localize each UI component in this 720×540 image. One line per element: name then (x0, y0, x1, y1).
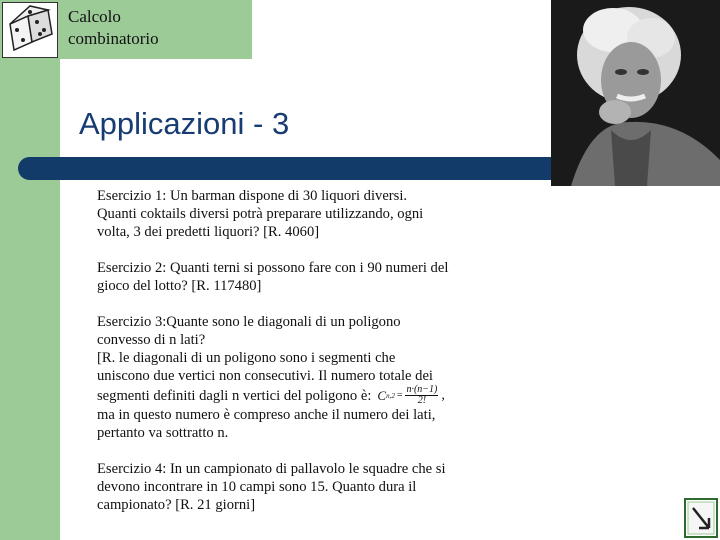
exercise-3-line: convesso di n lati? (97, 332, 206, 348)
exercise-3 (97, 313, 497, 442)
exercise-3-line: ma in questo numero è compreso anche il numero dei lati, (97, 407, 436, 423)
slide-title: Applicazioni - 3 (79, 106, 290, 141)
header-title-line1: Calcolo (68, 7, 121, 26)
exercise-1 (97, 187, 497, 241)
exercise-4 (97, 460, 497, 514)
left-band (0, 0, 60, 540)
exercise-4-line: devono incontrare in 10 campi sono 15. Quanto dura il (97, 479, 417, 495)
exercise-3-line: pertanto va sottratto n. (97, 425, 229, 441)
header-title-line2: combinatorio (68, 29, 159, 48)
return-arrow-icon[interactable] (684, 498, 718, 538)
exercise-3-line: Esercizio 3:Quante sono le diagonali di un poligono (97, 314, 401, 330)
title-bar (18, 157, 552, 180)
exercise-1-line: volta, 3 dei predetti liquori? [R. 4060] (97, 224, 320, 240)
dice-icon (2, 2, 58, 58)
exercise-2-line: gioco del lotto? [R. 117480] (97, 278, 262, 294)
exercise-1-line: Esercizio 1: Un barman dispone di 30 liquori diversi. (97, 188, 408, 204)
exercise-4-line: campionato? [R. 21 giorni] (97, 497, 256, 513)
formula-trail: , (441, 387, 445, 403)
formula-fraction (405, 385, 438, 406)
portrait-photo-icon (551, 0, 720, 186)
exercise-4-line: Esercizio 4: In un campionato di pallavolo le squadre che si (97, 461, 446, 477)
header-box (0, 0, 252, 59)
formula-denominator: 2! (417, 395, 427, 406)
combination-formula (377, 385, 444, 406)
formula-numerator: n·(n−1) (406, 384, 438, 395)
formula-line (97, 385, 497, 406)
formula-eq: = (396, 389, 403, 401)
exercise-3-line: [R. le diagonali di un poligono sono i segmenti che (97, 350, 396, 366)
exercise-text (97, 187, 497, 532)
exercise-1-line: Quanti coktails diversi potrà preparare utilizzando, ogni (97, 206, 424, 222)
formula-sub: n,2 (386, 391, 395, 400)
exercise-3-line: uniscono due vertici non consecutivi. Il numero totale dei (97, 368, 433, 384)
header-title (68, 6, 248, 50)
exercise-2 (97, 259, 497, 295)
exercise-3-line: segmenti definiti dagli n vertici del poligono è: (97, 387, 372, 404)
exercise-2-line: Esercizio 2: Quanti terni si possono fare con i 90 numeri del (97, 260, 449, 276)
formula-lhs: C (377, 387, 387, 403)
